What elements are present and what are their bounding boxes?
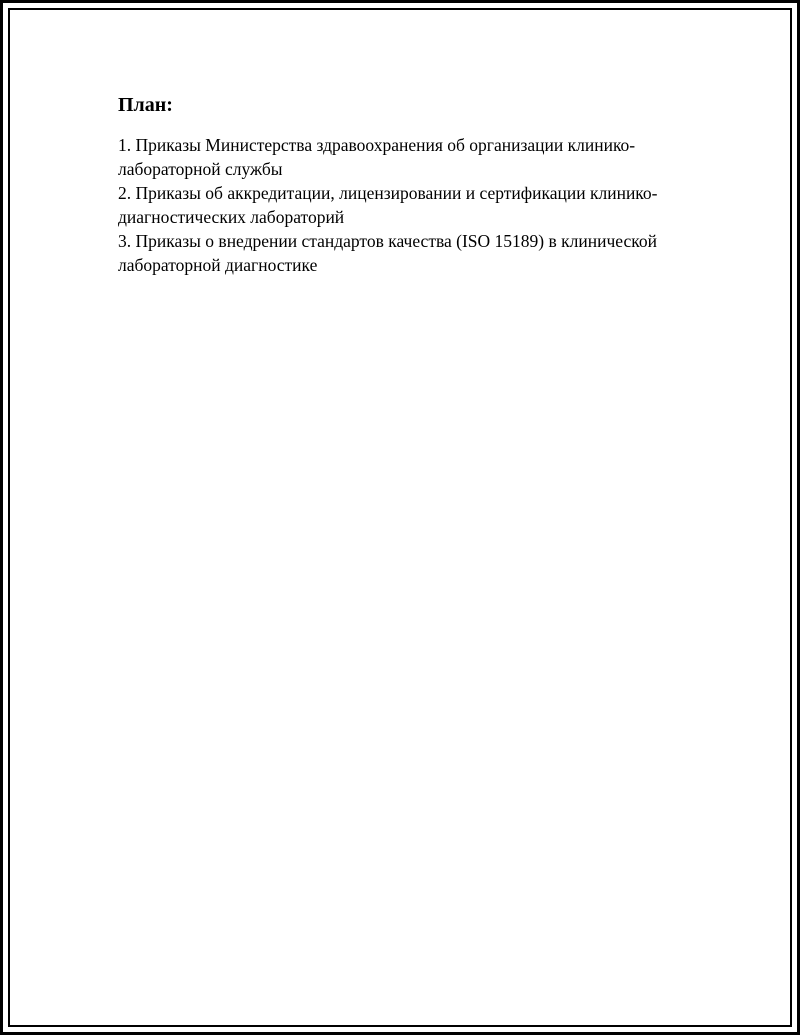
plan-item-1: 1. Приказы Министерства здравоохранения об организации клинико-лабораторной службы [118, 135, 636, 179]
document-body [118, 92, 698, 277]
plan-list [118, 133, 698, 277]
plan-item-2: 2. Приказы об аккредитации, лицензировании и сертификации клинико-диагностических лабораторий [118, 183, 658, 227]
plan-item-3: 3. Приказы о внедрении стандартов качества (ISO 15189) в клинической лабораторной диагностике [118, 231, 657, 275]
plan-heading: План: [118, 94, 173, 116]
